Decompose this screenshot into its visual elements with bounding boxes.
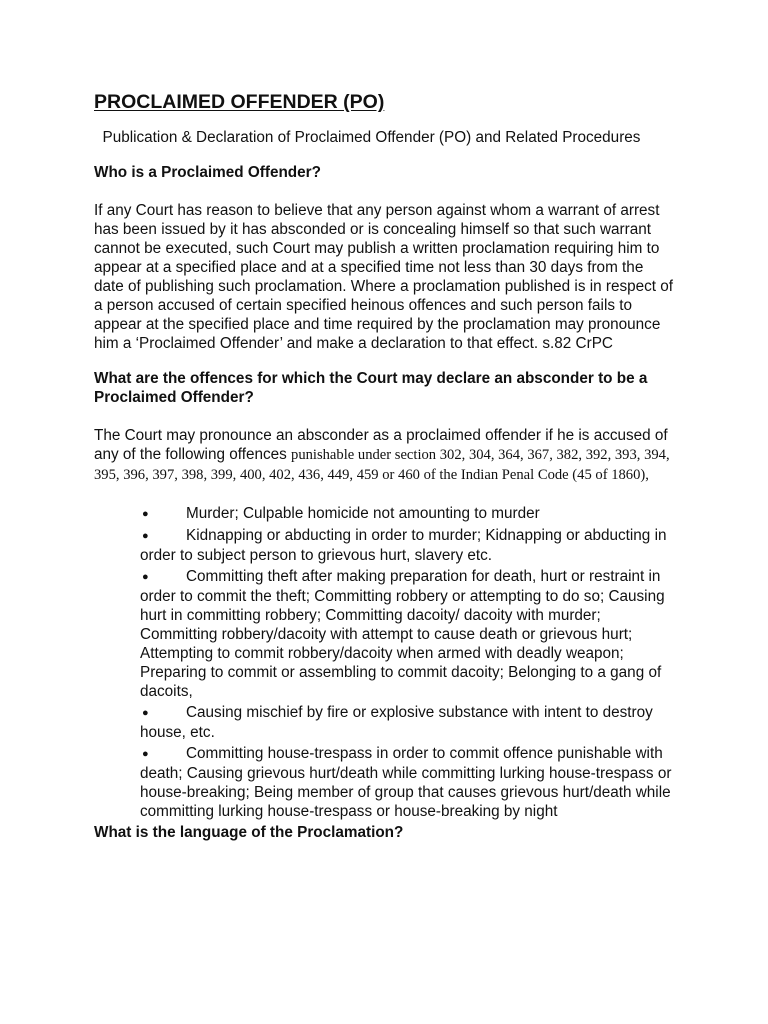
bullet-icon: ● <box>142 748 149 760</box>
list-item-text: Committing house-trespass in order to commit offence punishable with death; Causing grievous hurt/death while committing lurking house-trespass or house-breaking; Being member of group that causes grievous hurt/death while committing lurking house-trespass or house-breaking by night <box>140 745 672 820</box>
document-title: PROCLAIMED OFFENDER (PO) <box>94 91 385 113</box>
paragraph-offences-sections: punishable under section 302, 304, 364, 367, 382, 392, 393, 394, 395, 396, 397, 398, 399, 400, 402, 436, 449, 459 or 460 of the Indian Penal Code (45 of 1860), <box>94 447 670 483</box>
bullet-icon: ● <box>142 571 149 583</box>
list-item-text: Causing mischief by fire or explosive substance with intent to destroy house, etc. <box>140 704 653 741</box>
paragraph-offences-intro: The Court may pronounce an absconder as a proclaimed offender if he is accused of any of the following offences <box>94 427 668 463</box>
list-item-text: Committing theft after making preparation for death, hurt or restraint in order to commit the theft; Committing robbery or attempting to do so; Causing hurt in committing robbery; Committing dacoity/ dacoity with murder; Committing robbery/dacoity with attempt to cause death or grievous hurt; Attempting to commit robbery/dacoity when armed with deadly weapon; Preparing to commit or assembling to commit dacoity; Belonging to a gang of dacoits, <box>140 568 665 700</box>
heading-language: What is the language of the Proclamation? <box>94 824 404 841</box>
bullet-icon: ● <box>142 508 149 520</box>
heading-who-is-po: Who is a Proclaimed Offender? <box>94 164 321 181</box>
list-item <box>140 567 674 701</box>
document-page <box>94 90 674 861</box>
bullet-icon: ● <box>142 530 149 542</box>
document-subtitle: Publication & Declaration of Proclaimed Offender (PO) and Related Procedures <box>94 129 641 146</box>
bullet-icon: ● <box>142 707 149 719</box>
list-item <box>140 526 674 565</box>
list-item-text: Murder; Culpable homicide not amounting to murder <box>186 505 540 522</box>
list-item <box>140 504 674 524</box>
offence-list <box>140 504 674 821</box>
list-item-text: Kidnapping or abducting in order to murder; Kidnapping or abducting in order to subject person to grievous hurt, slavery etc. <box>140 527 667 564</box>
list-item <box>140 703 674 742</box>
heading-offences: What are the offences for which the Court may declare an absconder to be a Proclaimed Offender? <box>94 370 648 406</box>
list-item <box>140 744 674 821</box>
paragraph-who-is-po: If any Court has reason to believe that any person against whom a warrant of arrest has been issued by it has absconded or is concealing himself so that such warrant cannot be executed, such Court may publish a written proclamation requiring him to appear at a specified place and at a specified time not less than 30 days from the date of publishing such proclamation. Where a proclamation published is in respect of a person accused of certain specified heinous offences and such person fails to appear at the specified place and time required by the proclamation may pronounce him a ‘Proclaimed Offender’ and make a declaration to that effect. s.82 CrPC <box>94 202 674 352</box>
paragraph-offences <box>94 426 674 485</box>
